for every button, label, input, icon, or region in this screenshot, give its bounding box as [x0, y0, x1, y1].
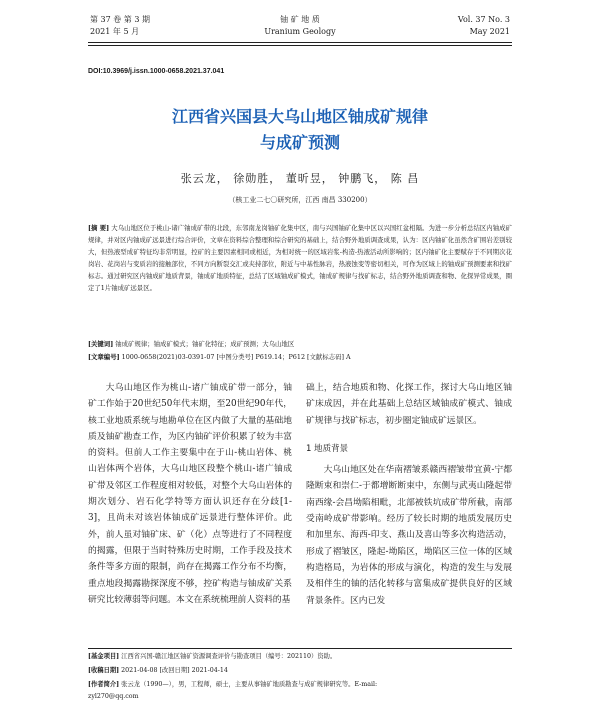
- keywords-label: [关键词]: [88, 340, 114, 348]
- section-heading: 1 地质背景: [306, 443, 349, 454]
- header-rule: [88, 42, 512, 43]
- affiliation: （核工业二七〇研究所，江西 南昌 330200）: [228, 196, 372, 204]
- footnote-dates: [88, 666, 512, 676]
- article-title-line-1: 江西省兴国县大乌山地区铀成矿规律: [171, 107, 428, 126]
- header-journal-cn: 铀 矿 地 质: [280, 15, 320, 24]
- footnote-fund-label: [基金项目]: [88, 653, 120, 660]
- body-column-left: [88, 380, 292, 608]
- header-volume-en: Vol. 37 No. 3: [457, 15, 510, 24]
- footnote-fund: [88, 652, 512, 662]
- abstract-label: [摘 要]: [88, 224, 110, 232]
- footnote-email: zyl270@qq.com: [88, 693, 139, 700]
- header-center: [0, 14, 600, 38]
- body-paragraph: 大乌山地区处在华南褶皱系赣西褶皱带宜黄-宁都隆断束和崇仁-于都增断断束中，东侧与武夷山隆起带南西缘-会昌坳陷相毗，北部被铁坑成矿带所截，南部受南岭成矿带影响。经历了较长时期的地质发展历史和加里东、海西-印支、燕山及喜山等多次构造活动，形成了褶皱区，隆起-坳陷区，坳陷区三位一体的区域构造格局，为岩体的形成与演化，构造的发生与发展及相伴生的铀的活化转移与富集成矿提供良好的区域背景条件。区内已发: [306, 465, 512, 606]
- keywords-text: 铀成矿规律；铀成矿模式；铀矿化特征；成矿预测；大乌山地区: [115, 340, 295, 348]
- doi: DOI:10.3969/j.issn.1000-0658.2021.37.041: [88, 68, 225, 75]
- header-right: [458, 14, 510, 38]
- header-date-en: May 2021: [469, 27, 510, 36]
- header-journal-en: Uranium Geology: [264, 27, 336, 36]
- article-title-line-2: 与成矿预测: [259, 133, 340, 152]
- body-paragraph: 大乌山地区作为桃山-诸广铀成矿带一部分，铀矿工作始于20世纪50年代末期，至20世纪90年代，核工业地质系统与地勘单位在区内做了大量的基础地质及铀矿勘查工作，为区内铀矿评价积累了较为丰富的资料。但前人工作主要集中在于山-桃山岩体、桃山岩体两个岩体，大乌山地区段整个桃山-诸广铀成矿带及邻区工作程度相对较低，对整个大乌山岩体的期次划分、岩石化学特等方面认识还存在分歧[1-3]，且尚未对该岩体铀成矿远景进行整体评价。此外，前人虽对铀矿床、矿（化）点等进行了不同程度的揭露，但限于当时特殊历史时期，工作手段及技术条件等多方面的限制，尚存在揭露工作分布不均衡，重点地段揭露勘探深度不够，控矿构造与铀成矿关系研究比较薄弱等问题。本文在系统梳理前人资料的基: [88, 383, 292, 605]
- classification-text: 1000-0658(2021)03-0391-07 [中图分类号] P619.14；P612 [文献标志码] A: [121, 353, 351, 361]
- authors: 张云龙， 徐勋胜， 董昕昱， 钟鹏飞， 陈 昌: [180, 172, 420, 185]
- classification-label: [文章编号]: [88, 353, 120, 361]
- footnote-author-label: [作者简介]: [88, 681, 120, 688]
- header-volume-cn: 第 37 卷 第 3 期: [90, 15, 150, 24]
- keywords: [88, 338, 512, 350]
- footnote-dates-text: 2021-04-08 [改回日期] 2021-04-14: [121, 667, 228, 674]
- abstract: [88, 222, 512, 294]
- abstract-text: 大乌山地区位于桃山-诸广铀成矿带的北段，东邻南龙岗铀矿化集中区，南与兴国铀矿化集中区以兴国红盆相隔。为进一步分析总结区内铀成矿规律，并对区内铀成矿远景进行综合评价，文章在资料综合整理和综合研究的基础上，结合野外地质调查成果，认为：区内铀矿化虽然含矿围岩差别较大，但热液型成矿特征均非常明显，控矿的主要因素相同或相近，为相对统一的区域岩浆-构造-热液活动所影响的；区内铀矿化主要赋存于不同期次花岗岩、花岗岩与变质岩的接触部位，不同方向断裂交汇或夹持部位，附近与中基性脉岩，热液蚀变等密切相关，可作为区域上的铀成矿预测要素和找矿标志。通过研究区内铀成矿地质背景，铀成矿地质特征，总结了区域铀成矿模式，铀成矿规律与找矿标志，结合野外地质调查和物、化探异常成果，圈定了1片铀成矿远景区。: [88, 224, 512, 292]
- body-paragraph: 础上，结合地质和物、化探工作，探讨大乌山地区铀矿床成因，并在此基础上总结区域铀成矿模式、铀成矿规律与找矿标志，初步圈定铀成矿远景区。: [306, 383, 512, 426]
- header-rule-thin: [88, 45, 512, 46]
- footnote-author: [88, 680, 512, 690]
- header-date-cn: 2021 年 5 月: [90, 27, 140, 36]
- body-column-right: [306, 380, 512, 609]
- classification: [88, 351, 512, 363]
- footnote-fund-text: 江西省兴国-赣江地区铀矿资源调查评价与勘查项目（编号：202110）资助。: [121, 653, 337, 660]
- footnote-author-text: 张云龙（1990—），男，工程师，硕士，主要从事铀矿地质勘查与成矿规律研究等。E-mail:: [121, 681, 378, 688]
- footnote-dates-label: [收稿日期]: [88, 667, 120, 674]
- footnote-rule: [88, 648, 512, 649]
